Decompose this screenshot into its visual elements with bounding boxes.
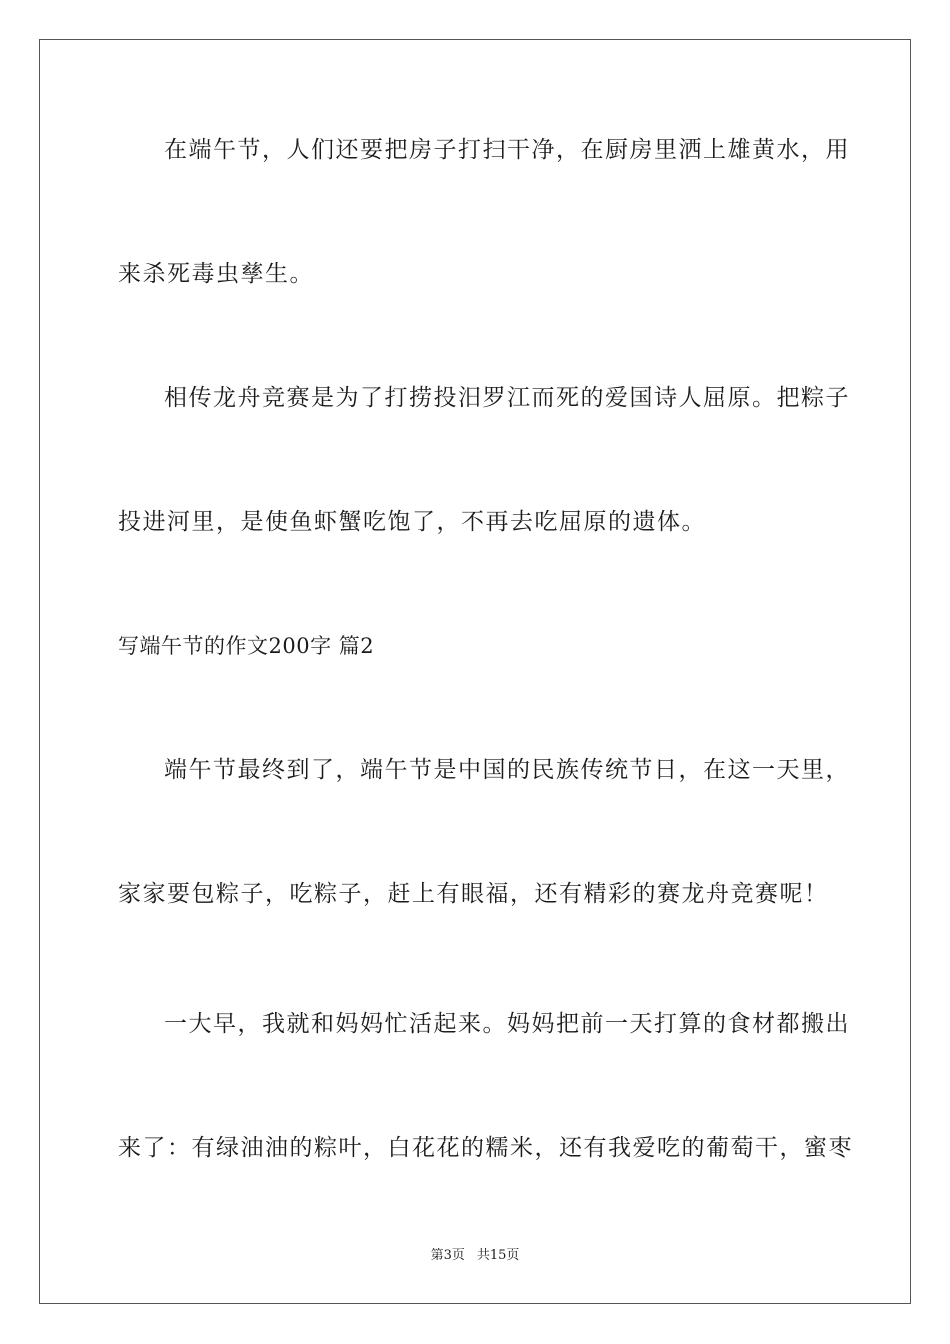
paragraph-3-line-2: 家家要包粽子，吃粽子，赶上有眼福，还有精彩的赛龙舟竞赛呢！	[118, 881, 829, 907]
paragraph-2-line-1: 相传龙舟竞赛是为了打捞投汨罗江而死的爱国诗人屈原。把粽子	[164, 385, 850, 411]
paragraph-1-line-1: 在端午节，人们还要把房子打扫干净，在厨房里洒上雄黄水，用	[164, 137, 850, 163]
page-number: 第3页	[430, 1248, 465, 1263]
paragraph-2-line-2: 投进河里，是使鱼虾蟹吃饱了，不再去吃屈原的遗体。	[118, 509, 706, 535]
page-total: 共15页	[476, 1248, 520, 1263]
paragraph-3-line-1: 端午节最终到了，端午节是中国的民族传统节日，在这一天里，	[164, 757, 850, 783]
page-border	[39, 39, 911, 1304]
paragraph-1-line-2: 来杀死毒虫孳生。	[118, 261, 314, 287]
paragraph-4-line-1: 一大早，我就和妈妈忙活起来。妈妈把前一天打算的食材都搬出	[164, 1011, 850, 1037]
paragraph-4-line-2: 来了：有绿油油的粽叶，白花花的糯米，还有我爱吃的葡萄干，蜜枣	[118, 1135, 853, 1161]
section-heading: 写端午节的作文200字 篇2	[118, 634, 375, 658]
page-footer	[0, 1247, 950, 1265]
